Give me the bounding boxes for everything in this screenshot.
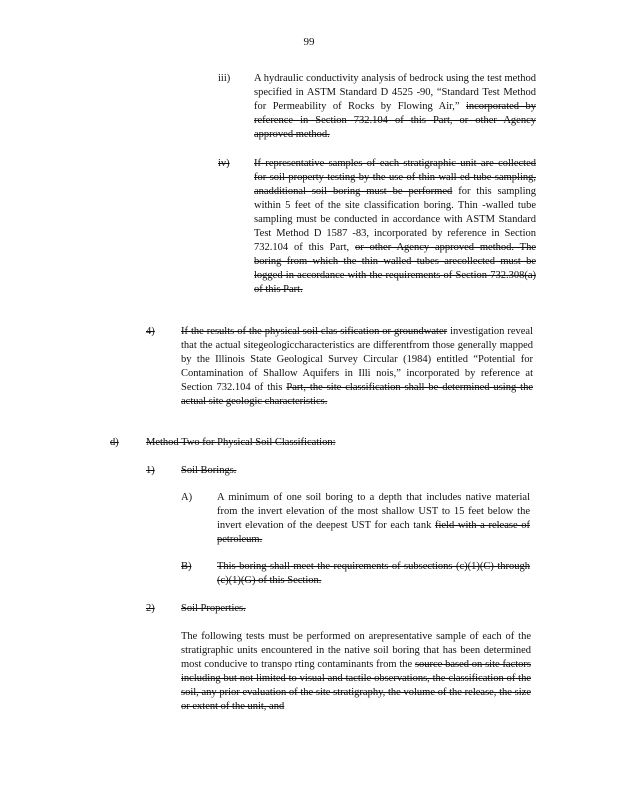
item-iii-text (254, 72, 536, 142)
item-iv-plain: for this sampling within 5 feet of the site classification boring. Thin -walled tube sampling must be conducted in accordance with ASTM Standard Test Method D 1587 -83, incorporated by reference in Section 732.104 of this Part, (254, 186, 537, 253)
item-B-text (217, 560, 530, 588)
item-iv-marker: iv) (218, 158, 230, 169)
item-iv-struck-end: or other Agency approved method. The boring from which the thin walled tubes arecollected must be logged in accordance with the requirements of Section 732.308(a) of this Part. (254, 242, 537, 295)
item-B-struck: This boring shall meet the requirements of subsections (c)(1)(C) through (c)(1)(G) of this Section. (217, 561, 530, 586)
item-4-marker: 4) (146, 326, 155, 337)
section-d-marker: d) (110, 437, 119, 448)
item-B-marker: B) (181, 561, 192, 572)
section-d-heading: Method Two for Physical Soil Classification: (146, 437, 336, 448)
item-iv-text (254, 157, 536, 297)
item-2-heading: Soil Properties. (181, 603, 246, 614)
item-2-marker: 2) (146, 603, 155, 614)
item-A-struck: field with a release of petroleum. (217, 520, 530, 545)
item-1-heading: Soil Borings. (181, 465, 237, 476)
soil-properties-struck: source based on site factors including but not limited to visual and tactile observations, the classification of the soil, any prior evaluation of the site stratigraphy, the volume of the release, the size or extent of the unit, and (181, 659, 532, 712)
soil-properties-paragraph (181, 630, 531, 714)
item-A-marker: A) (181, 492, 193, 503)
page-number: 99 (303, 36, 315, 48)
item-iii-plain: A hydraulic conductivity analysis of bedrock using the test method specified in ASTM Standard D 4525 -90, “Standard Test Method for Permeability of Rocks by Flowing Air,” (254, 73, 536, 112)
item-A-plain: A minimum of one soil boring to a depth that includes native material from the invert elevation of the most shallow UST to 15 feet below the invert elevation of the deepest UST for each tank (217, 492, 530, 531)
item-4-struck-end: Part, the site classification shall be determined using the actual site geologic characteristics. (181, 382, 534, 407)
item-iii-struck: incorporated by reference in Section 732.104 of this Part, or other Agency approved method. (254, 101, 536, 140)
item-4-struck-start: If the results of the physical soil clas sification or groundwater (181, 326, 448, 337)
item-A-text (217, 491, 530, 547)
item-iii-marker: iii) (218, 73, 231, 84)
item-4-text (181, 325, 533, 409)
item-4-plain: investigation reveal that the actual sitegeologiccharacteristics are differentfrom those generally mapped by the Illinois State Geological Survey Circular (1984) entitled “Potential for Contamination of Shallow Aquifers in Illi nois,” incorporated by reference at Section 732.104 of this (181, 326, 534, 393)
item-iv-struck-start: If representative samples of each stratigraphic unit are collected for soil property testing by the use of thin wall ed tube sampling, anadditional soil boring must be performed (254, 158, 536, 197)
soil-properties-plain: The following tests must be performed on arepresentative sample of each of the stratigraphic units encountered in the native soil boring that has been determined most conducive to transpo rting contaminants from the (181, 631, 531, 670)
item-1-marker: 1) (146, 465, 155, 476)
